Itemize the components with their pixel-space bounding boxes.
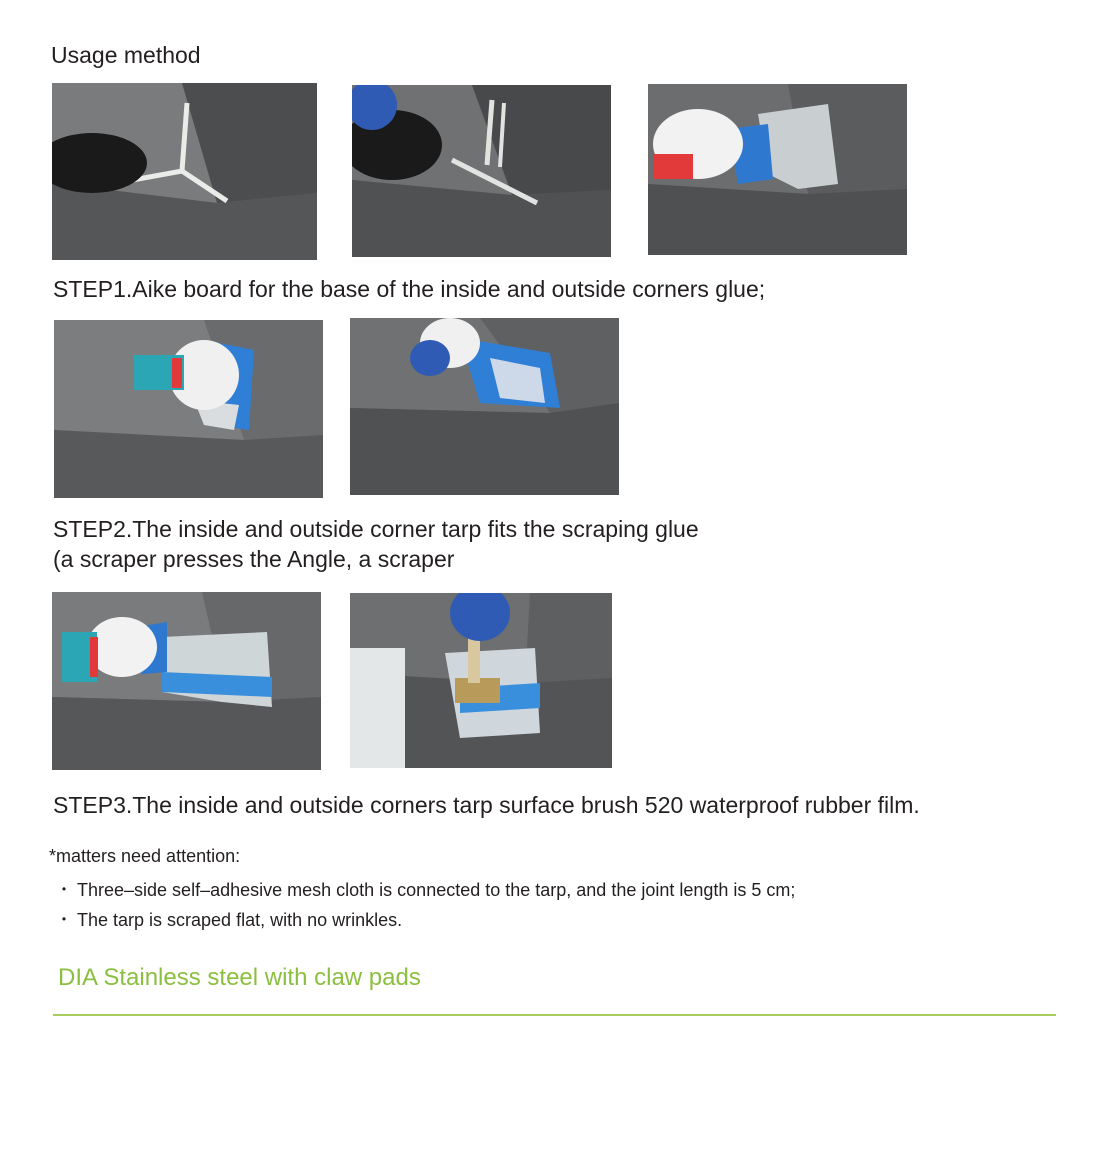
- page-title: Usage method: [51, 42, 201, 68]
- step1-photo-1: [52, 83, 317, 260]
- step3-photo-1: [52, 592, 321, 770]
- bullet-dot: ・: [55, 910, 73, 930]
- section-title: DIA Stainless steel with claw pads: [58, 964, 421, 991]
- note-item-1: [55, 876, 795, 902]
- step3-photo-2: [350, 593, 612, 768]
- step2-caption-line1: STEP2.The inside and outside corner tarp fits the scraping glue: [53, 516, 699, 542]
- step1-photo-2: [352, 85, 611, 257]
- step1-caption: STEP1.Aike board for the base of the inside and outside corners glue;: [53, 276, 766, 302]
- step2-caption-line2: (a scraper presses the Angle, a scraper: [53, 546, 455, 572]
- step2-photo-2: [350, 318, 619, 495]
- step3-caption: STEP3.The inside and outside corners tarp surface brush 520 waterproof rubber film.: [53, 792, 920, 818]
- step1-photo-3: [648, 84, 907, 255]
- step2-photo-1: [54, 320, 323, 498]
- note-item-1-text: Three–side self–adhesive mesh cloth is connected to the tarp, and the joint length is 5 cm;: [77, 880, 796, 900]
- step2-caption: [53, 514, 699, 574]
- section-divider: [53, 1014, 1056, 1016]
- note-item-2-text: The tarp is scraped flat, with no wrinkles.: [77, 910, 403, 930]
- bullet-dot: ・: [55, 880, 73, 900]
- note-item-2: [55, 906, 402, 932]
- notes-heading: *matters need attention:: [49, 846, 241, 866]
